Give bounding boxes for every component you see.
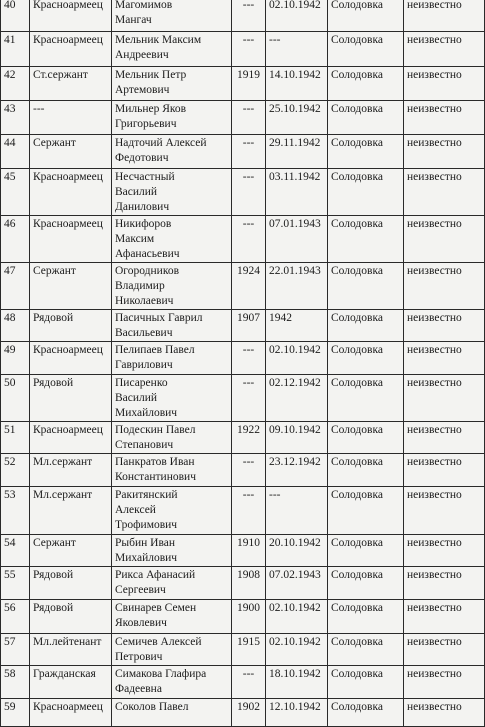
birth-year-cell: --- <box>232 32 266 67</box>
fate-cell: неизвестно <box>404 135 485 169</box>
name-cell <box>112 600 232 634</box>
name-line: Пасичных Гаврил <box>115 312 203 324</box>
burial-place-cell: Солодовка <box>328 487 404 535</box>
name-line: Писаренко <box>115 377 168 389</box>
row-number-cell: 58 <box>1 666 30 699</box>
rank-cell: Мл.сержант <box>30 454 112 487</box>
fate-cell: неизвестно <box>404 634 485 666</box>
table-row <box>1 32 485 67</box>
fate-cell: неизвестно <box>404 263 485 310</box>
birth-year-cell: --- <box>232 342 266 375</box>
row-number-cell: 51 <box>1 422 30 454</box>
row-number-cell: 45 <box>1 169 30 216</box>
row-number-cell: 50 <box>1 375 30 422</box>
burial-place-cell: Солодовка <box>328 169 404 216</box>
name-line: Никифоров <box>115 218 172 230</box>
birth-year-cell: 1907 <box>232 310 266 342</box>
table-row <box>1 666 485 699</box>
birth-year-cell: --- <box>232 169 266 216</box>
name-cell <box>112 666 232 699</box>
name-cell <box>112 375 232 422</box>
name-cell <box>112 634 232 666</box>
row-number-cell: 46 <box>1 216 30 263</box>
name-cell <box>112 535 232 567</box>
death-date-cell: 02.10.1942 <box>266 342 328 375</box>
birth-year-cell: --- <box>232 375 266 422</box>
roster-body <box>1 0 485 727</box>
row-number-cell: 43 <box>1 101 30 135</box>
name-line: Ракитянский <box>115 489 178 501</box>
rank-cell: Красноармеец <box>30 422 112 454</box>
rank-cell: Красноармеец <box>30 0 112 32</box>
death-date-cell: --- <box>266 487 328 535</box>
name-cell <box>112 487 232 535</box>
row-number-cell: 47 <box>1 263 30 310</box>
death-date-cell: 03.11.1942 <box>266 169 328 216</box>
rank-cell: Сержант <box>30 535 112 567</box>
table-row <box>1 487 485 535</box>
name-line: Несчастный <box>115 171 175 183</box>
name-line: Васильевич <box>115 327 173 339</box>
fate-cell: неизвестно <box>404 422 485 454</box>
fate-cell: неизвестно <box>404 310 485 342</box>
birth-year-cell: --- <box>232 487 266 535</box>
name-line: Данилович <box>115 201 170 213</box>
death-date-cell: 1942 <box>266 310 328 342</box>
death-date-cell: 12.10.1942 <box>266 699 328 727</box>
death-date-cell: 02.10.1942 <box>266 600 328 634</box>
fate-cell: неизвестно <box>404 169 485 216</box>
fate-cell: неизвестно <box>404 101 485 135</box>
name-line: Панкратов Иван <box>115 456 195 468</box>
burial-place-cell: Солодовка <box>328 342 404 375</box>
name-line: Яковлевич <box>115 617 167 629</box>
name-line: Мильнер Яков <box>115 103 187 115</box>
birth-year-cell: 1908 <box>232 567 266 600</box>
name-line: Федотович <box>115 152 169 164</box>
fate-cell: неизвестно <box>404 342 485 375</box>
name-line: Андреевич <box>115 49 169 61</box>
burial-place-cell: Солодовка <box>328 135 404 169</box>
name-line: Василий <box>115 392 158 404</box>
rank-cell: Гражданская <box>30 666 112 699</box>
burial-place-cell: Солодовка <box>328 666 404 699</box>
fate-cell: неизвестно <box>404 600 485 634</box>
fate-cell: неизвестно <box>404 454 485 487</box>
table-row <box>1 535 485 567</box>
death-date-cell: 20.10.1942 <box>266 535 328 567</box>
name-line: Рыбин Иван <box>115 537 175 549</box>
table-row <box>1 0 485 32</box>
name-cell <box>112 454 232 487</box>
name-line: Огородников <box>115 265 179 277</box>
row-number-cell: 40 <box>1 0 30 32</box>
rank-cell: Мл.сержант <box>30 487 112 535</box>
row-number-cell: 57 <box>1 634 30 666</box>
rank-cell: Ст.сержант <box>30 67 112 101</box>
fate-cell: неизвестно <box>404 32 485 67</box>
name-line: Пелипаев Павел <box>115 344 195 356</box>
row-number-cell: 56 <box>1 600 30 634</box>
table-row <box>1 101 485 135</box>
birth-year-cell: --- <box>232 135 266 169</box>
birth-year-cell: 1915 <box>232 634 266 666</box>
name-line: Симакова Глафира <box>115 668 207 680</box>
birth-year-cell: --- <box>232 0 266 32</box>
name-line: Мельник Петр <box>115 69 187 81</box>
name-cell <box>112 67 232 101</box>
table-row <box>1 67 485 101</box>
rank-cell: Рядовой <box>30 567 112 600</box>
birth-year-cell: --- <box>232 666 266 699</box>
death-date-cell: --- <box>266 32 328 67</box>
death-date-cell: 29.11.1942 <box>266 135 328 169</box>
name-cell <box>112 0 232 32</box>
name-cell <box>112 342 232 375</box>
rank-cell: Рядовой <box>30 310 112 342</box>
birth-year-cell: --- <box>232 101 266 135</box>
name-line: Афанасьевич <box>115 248 180 260</box>
name-line: Семичев Алексей <box>115 636 202 648</box>
rank-cell: Рядовой <box>30 600 112 634</box>
name-line: Трофимович <box>115 519 178 531</box>
death-date-cell: 14.10.1942 <box>266 67 328 101</box>
row-number-cell: 48 <box>1 310 30 342</box>
rank-cell: Красноармеец <box>30 169 112 216</box>
death-date-cell: 07.01.1943 <box>266 216 328 263</box>
name-line: Магомимов <box>115 0 173 11</box>
rank-cell: Красноармеец <box>30 32 112 67</box>
fate-cell: неизвестно <box>404 375 485 422</box>
name-line: Рикса Афанасий <box>115 569 196 581</box>
name-cell <box>112 135 232 169</box>
name-line: Свинарев Семен <box>115 602 197 614</box>
name-line: Степанович <box>115 439 174 451</box>
rank-cell: Сержант <box>30 135 112 169</box>
burial-place-cell: Солодовка <box>328 634 404 666</box>
name-cell <box>112 169 232 216</box>
burial-place-cell: Солодовка <box>328 101 404 135</box>
birth-year-cell: 1902 <box>232 699 266 727</box>
death-date-cell: 02.10.1942 <box>266 0 328 32</box>
burial-place-cell: Солодовка <box>328 310 404 342</box>
fate-cell: неизвестно <box>404 67 485 101</box>
name-line: Николаевич <box>115 295 174 307</box>
table-row <box>1 342 485 375</box>
table-row <box>1 600 485 634</box>
birth-year-cell: --- <box>232 454 266 487</box>
row-number-cell: 54 <box>1 535 30 567</box>
rank-cell: Красноармеец <box>30 342 112 375</box>
birth-year-cell: 1924 <box>232 263 266 310</box>
burial-place-cell: Солодовка <box>328 454 404 487</box>
name-line: Григорьевич <box>115 118 177 130</box>
row-number-cell: 44 <box>1 135 30 169</box>
name-cell <box>112 699 232 727</box>
row-number-cell: 52 <box>1 454 30 487</box>
name-line: Мангач <box>115 14 152 26</box>
table-row <box>1 634 485 666</box>
name-cell <box>112 567 232 600</box>
birth-year-cell: 1900 <box>232 600 266 634</box>
birth-year-cell: 1910 <box>232 535 266 567</box>
burial-place-cell: Солодовка <box>328 699 404 727</box>
fate-cell: неизвестно <box>404 216 485 263</box>
birth-year-cell: 1922 <box>232 422 266 454</box>
name-line: Сергеевич <box>115 584 166 596</box>
death-date-cell: 25.10.1942 <box>266 101 328 135</box>
table-row <box>1 310 485 342</box>
burial-place-cell: Солодовка <box>328 422 404 454</box>
table-row <box>1 263 485 310</box>
death-date-cell: 23.12.1942 <box>266 454 328 487</box>
name-line: Михайлович <box>115 407 178 419</box>
row-number-cell: 59 <box>1 699 30 727</box>
name-line: Алексей <box>115 504 156 516</box>
burial-place-cell: Солодовка <box>328 0 404 32</box>
death-date-cell: 09.10.1942 <box>266 422 328 454</box>
rank-cell: Мл.лейтенант <box>30 634 112 666</box>
death-date-cell: 22.01.1943 <box>266 263 328 310</box>
table-row <box>1 422 485 454</box>
table-row <box>1 375 485 422</box>
table-row <box>1 169 485 216</box>
rank-cell: Красноармеец <box>30 699 112 727</box>
fate-cell: неизвестно <box>404 535 485 567</box>
name-line: Максим <box>115 233 155 245</box>
table-row <box>1 699 485 727</box>
burial-place-cell: Солодовка <box>328 32 404 67</box>
name-cell <box>112 263 232 310</box>
name-line: Владимир <box>115 280 165 292</box>
table-row <box>1 216 485 263</box>
name-line: Фадеевна <box>115 683 162 695</box>
name-cell <box>112 216 232 263</box>
name-line: Михайлович <box>115 552 178 564</box>
burial-place-cell: Солодовка <box>328 67 404 101</box>
row-number-cell: 42 <box>1 67 30 101</box>
name-line: Подескин Павел <box>115 424 196 436</box>
name-cell <box>112 310 232 342</box>
burial-place-cell: Солодовка <box>328 600 404 634</box>
name-line: Мельник Максим <box>115 34 202 46</box>
name-line: Соколов Павел <box>115 701 189 713</box>
name-cell <box>112 422 232 454</box>
name-cell <box>112 101 232 135</box>
name-line: Надточий Алексей <box>115 137 207 149</box>
death-date-cell: 02.12.1942 <box>266 375 328 422</box>
burial-place-cell: Солодовка <box>328 375 404 422</box>
fate-cell: неизвестно <box>404 666 485 699</box>
burial-place-cell: Солодовка <box>328 263 404 310</box>
row-number-cell: 49 <box>1 342 30 375</box>
death-date-cell: 07.02.1943 <box>266 567 328 600</box>
row-number-cell: 55 <box>1 567 30 600</box>
burial-place-cell: Солодовка <box>328 567 404 600</box>
birth-year-cell: 1919 <box>232 67 266 101</box>
fate-cell: неизвестно <box>404 0 485 32</box>
rank-cell: Рядовой <box>30 375 112 422</box>
rank-cell: Сержант <box>30 263 112 310</box>
fate-cell: неизвестно <box>404 567 485 600</box>
burial-place-cell: Солодовка <box>328 535 404 567</box>
name-line: Гаврилович <box>115 359 173 371</box>
name-line: Артемович <box>115 84 170 96</box>
death-date-cell: 18.10.1942 <box>266 666 328 699</box>
rank-cell: --- <box>30 101 112 135</box>
birth-year-cell: --- <box>232 216 266 263</box>
rank-cell: Красноармеец <box>30 216 112 263</box>
fate-cell: неизвестно <box>404 487 485 535</box>
burial-place-cell: Солодовка <box>328 216 404 263</box>
fate-cell: неизвестно <box>404 699 485 727</box>
name-line: Василий <box>115 186 158 198</box>
name-cell <box>112 32 232 67</box>
death-date-cell: 02.10.1942 <box>266 634 328 666</box>
table-row <box>1 567 485 600</box>
row-number-cell: 41 <box>1 32 30 67</box>
name-line: Петрович <box>115 651 163 663</box>
row-number-cell: 53 <box>1 487 30 535</box>
table-row <box>1 454 485 487</box>
name-line: Константинович <box>115 471 196 483</box>
table-row <box>1 135 485 169</box>
